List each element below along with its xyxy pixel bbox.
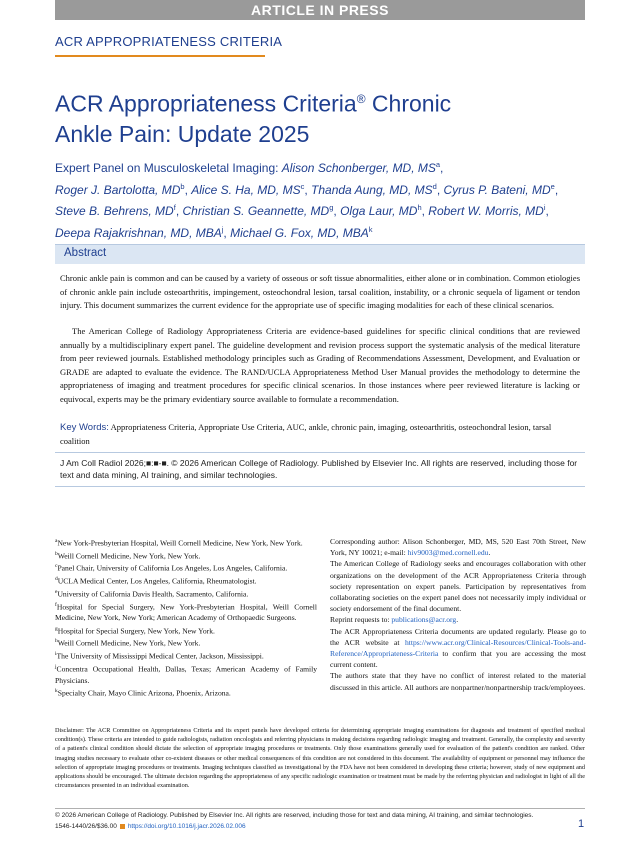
affiliation-text: Hospital for Special Surgery, New York, New York.: [57, 626, 215, 636]
author-separator: ,: [333, 204, 341, 218]
author-name: Alice S. Ha, MD, MS: [191, 182, 301, 197]
author-affiliation-marker: i: [543, 203, 546, 212]
author-name: Christian S. Geannette, MD: [182, 204, 330, 218]
reprint-email-link[interactable]: publications@acr.org: [391, 615, 457, 625]
author-separator: ,: [223, 225, 231, 240]
affiliation-text: Hospital for Special Surgery, New York-Presbyterian Hospital, Weill Cornell Medicine, New York, New York; American Academy of Orthopaedic Surgeons.: [55, 602, 317, 623]
conflict-statement: The authors state that they have no conflict of interest related to the material discussed in this article. All authors are nonpartner/nonpartnership track/employees.: [330, 671, 586, 692]
author-name: Steve B. Behrens, MD: [55, 204, 174, 218]
acr-website-link[interactable]: https://www.acr.org/Clinical-Resources/Clinical-Tools-and-Reference/Appropriateness-Criteria: [330, 637, 586, 659]
author-name: Robert W. Morris, MD: [428, 204, 544, 218]
affiliation-item: [55, 574, 317, 587]
doi-link[interactable]: https://doi.org/10.1016/j.jacr.2026.02.006: [127, 823, 246, 830]
author-separator: ,: [184, 182, 192, 197]
corresponding-author: Corresponding author: Alison Schonberger, MD, MS, 520 East 70th Street, New York, NY 10021; e-mail: hiv9003@med.cornell.edu.: [330, 537, 586, 558]
affiliation-item: [55, 624, 317, 637]
abstract-paragraph-1: Chronic ankle pain is common and can be caused by a variety of osseous or soft tissue abnormalities, either alone or in combination. Common etiologies of chronic ankle pain include osteoarthritis, impingement, osteochondral lesion, tarsal coalition, instability, or a chronic sequela of ligament or tendon injury. This document summarizes the current evidence for the appropriate use of specific imaging modalities for each of these clinical scenarios.: [60, 273, 580, 311]
collaboration-note: The American College of Radiology seeks and encourages collaboration with other organizations on the development of the ACR Appropriateness Criteria through society representation on expert panels. Participation by representatives from collaborating societies on the expert panel does not necessarily imply individual or society endorsement of the final document.: [330, 559, 586, 614]
title-line2: Ankle Pain: Update 2025: [55, 120, 310, 147]
affiliation-marker: c: [55, 563, 58, 570]
author-separator: ,: [554, 182, 559, 197]
citation-bottom-rule: [55, 486, 585, 487]
affiliation-marker: d: [55, 576, 58, 583]
affiliation-text: The University of Mississippi Medical Center, Jackson, Mississippi.: [56, 651, 264, 661]
affiliation-item: [55, 636, 317, 649]
affiliation-marker: e: [55, 588, 58, 595]
author-affiliation-marker: j: [221, 224, 224, 234]
corresponding-email-link[interactable]: hiv9003@med.cornell.edu: [407, 548, 489, 558]
affiliation-marker: k: [55, 687, 58, 694]
affiliation-text: Concentra Occupational Health, Dallas, Texas; American Academy of Family Physicians.: [55, 664, 317, 685]
affiliation-item: [55, 686, 317, 699]
footer-rule: [55, 808, 585, 809]
keywords-label: Key Words:: [60, 422, 109, 433]
author-name: Alison Schonberger, MD, MS: [281, 161, 436, 175]
article-in-press-banner: ARTICLE IN PRESS: [55, 0, 585, 20]
page-number: 1: [578, 818, 585, 830]
affiliation-text: Weill Cornell Medicine, New York, New York.: [57, 551, 201, 561]
citation-top-rule: [55, 452, 585, 453]
keywords: [60, 421, 580, 448]
author-name: Deepa Rajakrishnan, MD, MBA: [55, 225, 222, 240]
corresponding-text: Corresponding author: Alison Schonberger, MD, MS, 520 East 70th Street, New York, NY 10021; e-mail:: [330, 537, 586, 558]
affiliation-text: Panel Chair, University of California Los Angeles, Los Angeles, California.: [57, 564, 288, 573]
reprint-note: Reprint requests to: publications@acr.org.: [330, 615, 459, 625]
author-name: Cyrus P. Bateni, MD: [443, 182, 551, 197]
affiliation-item: [55, 662, 317, 686]
title-rest: Chronic: [365, 90, 452, 117]
update-text: The ACR Appropriateness Criteria documents are updated regularly. Please go to the ACR website at: [330, 626, 586, 647]
affiliation-item: [55, 536, 317, 549]
author-separator: ,: [440, 161, 444, 175]
affiliation-item: [55, 600, 317, 624]
author-affiliation-marker: h: [417, 203, 422, 212]
author-separator: ,: [175, 204, 183, 218]
update-suffix: to confirm that you are accessing the most current content.: [330, 649, 586, 670]
author-name: Thanda Aung, MD, MS: [311, 182, 433, 197]
affiliation-item: [55, 587, 317, 600]
affiliation-text: New York-Presbyterian Hospital, Weill Cornell Medicine, New York, New York.: [57, 538, 303, 548]
author-separator: ,: [436, 182, 444, 197]
author-affiliation-marker: g: [329, 203, 334, 212]
update-note: [330, 626, 586, 671]
affiliation-marker: j: [55, 663, 57, 670]
abstract-paragraph-2: The American College of Radiology Appropriateness Criteria are evidence-based guidelines for specific clinical conditions that are reviewed annually by a multidisciplinary expert panel. The guideline development and revision process support the systematic analysis of the medical literature from peer reviewed journals. Established methodology principles such as Grading of Recommendations Assessment, Development, and Evaluation or GRADE are adapted to evaluate the evidence. The RAND/UCLA Appropriateness Method User Manual provides the methodology to determine the appropriateness of imaging and treatment procedures for specific clinical scenarios. In those instances where peer reviewed literature is lacking or equivocal, experts may be the primary evidentiary source available to formulate a recommendation.: [60, 326, 580, 404]
citation-line: J Am Coll Radiol 2026;■:■-■. © 2026 American College of Radiology. Published by Elsevier Inc. All rights are reserved, including those for text and data mining, AI training, and similar technologies.: [60, 458, 578, 480]
author-list: [55, 156, 590, 242]
affiliations-column: [55, 536, 317, 698]
affiliation-text: University of California Davis Health, Sacramento, California.: [57, 589, 249, 599]
author-separator: ,: [304, 182, 312, 197]
affiliation-item: [55, 549, 317, 562]
affiliation-marker: g: [55, 625, 58, 632]
title-main: ACR Appropriateness Criteria: [55, 90, 357, 117]
author-separator: ,: [421, 204, 429, 218]
footer-issn-doi: [55, 823, 246, 830]
square-bullet-icon: [120, 824, 125, 829]
author-affiliation-marker: f: [173, 203, 176, 212]
affiliation-marker: h: [55, 638, 58, 645]
affiliation-marker: i: [55, 651, 57, 658]
affiliation-text: Specialty Chair, Mayo Clinic Arizona, Phoenix, Arizona.: [57, 688, 231, 698]
affiliation-marker: b: [55, 550, 58, 557]
affiliation-marker: a: [55, 538, 58, 544]
disclaimer: Disclaimer: The ACR Committee on Appropriateness Criteria and its expert panels have developed criteria for determining appropriate imaging examinations for diagnosis and treatment of specified medical condition(s). These criteria are intended to guide radiologists, radiation oncologists and referring physicians in making decisions regarding radiologic imaging and treatment. Generally, the complexity and severity of a patient's clinical condition should dictate the selection of appropriate imaging procedures or treatments. Only those examinations generally used for evaluation of the patient's condition are ranked. Other imaging studies necessary to evaluate other co-existent diseases or other medical consequences of this condition are not considered in this document. The availability of equipment or personnel may influence the selection of appropriate imaging procedures or treatments. Imaging techniques classified as investigational by the FDA have not been considered in developing these criteria; however, study of new equipment and applications should be encouraged. The ultimate decision regarding the appropriateness of any specific radiologic examination or treatment must be made by the referring physician and radiologist in light of all the circumstances presented in an individual examination.: [55, 727, 585, 790]
author-name: Roger J. Bartolotta, MD: [55, 182, 181, 197]
registered-mark: ®: [356, 92, 366, 106]
author-affiliation-marker: d: [432, 181, 437, 191]
keywords-text: Appropriateness Criteria, Appropriate Use Criteria, AUC, ankle, chronic pain, imaging, osteoarthritis, osteochondral lesion, tarsal coalition: [60, 422, 552, 446]
author-separator: ,: [545, 204, 549, 218]
author-lead-in: Expert Panel on Musculoskeletal Imaging:: [55, 161, 282, 175]
author-affiliation-marker: e: [550, 181, 555, 191]
reprint-text: Reprint requests to:: [330, 615, 392, 625]
series-label: ACR APPROPRIATENESS CRITERIA: [55, 34, 283, 49]
article-title: [55, 84, 575, 149]
author-notes-column: [330, 536, 586, 693]
author-name: Michael G. Fox, MD, MBA: [230, 225, 369, 240]
footer-copyright: © 2026 American College of Radiology. Published by Elsevier Inc. All rights are reserved, including those for text and data mining, AI training, and similar technologies.: [55, 812, 534, 819]
author-name: Olga Laur, MD: [340, 204, 418, 218]
footer-issn: 1546-1440/26/$36.00: [55, 823, 117, 830]
author-affiliation-marker: b: [180, 181, 185, 191]
author-affiliation-marker: a: [435, 160, 441, 169]
affiliation-item: [55, 561, 317, 574]
series-divider: [55, 55, 265, 57]
affiliation-item: [55, 649, 317, 662]
author-affiliation-marker: c: [300, 181, 305, 191]
abstract-label: Abstract: [64, 247, 107, 259]
author-affiliation-marker: k: [368, 224, 373, 234]
affiliation-text: UCLA Medical Center, Los Angeles, California, Rheumatologist.: [57, 576, 257, 586]
affiliation-text: Weill Cornell Medicine, New York, New York.: [57, 638, 201, 648]
abstract-header: [55, 244, 585, 264]
affiliation-marker: f: [55, 601, 57, 608]
